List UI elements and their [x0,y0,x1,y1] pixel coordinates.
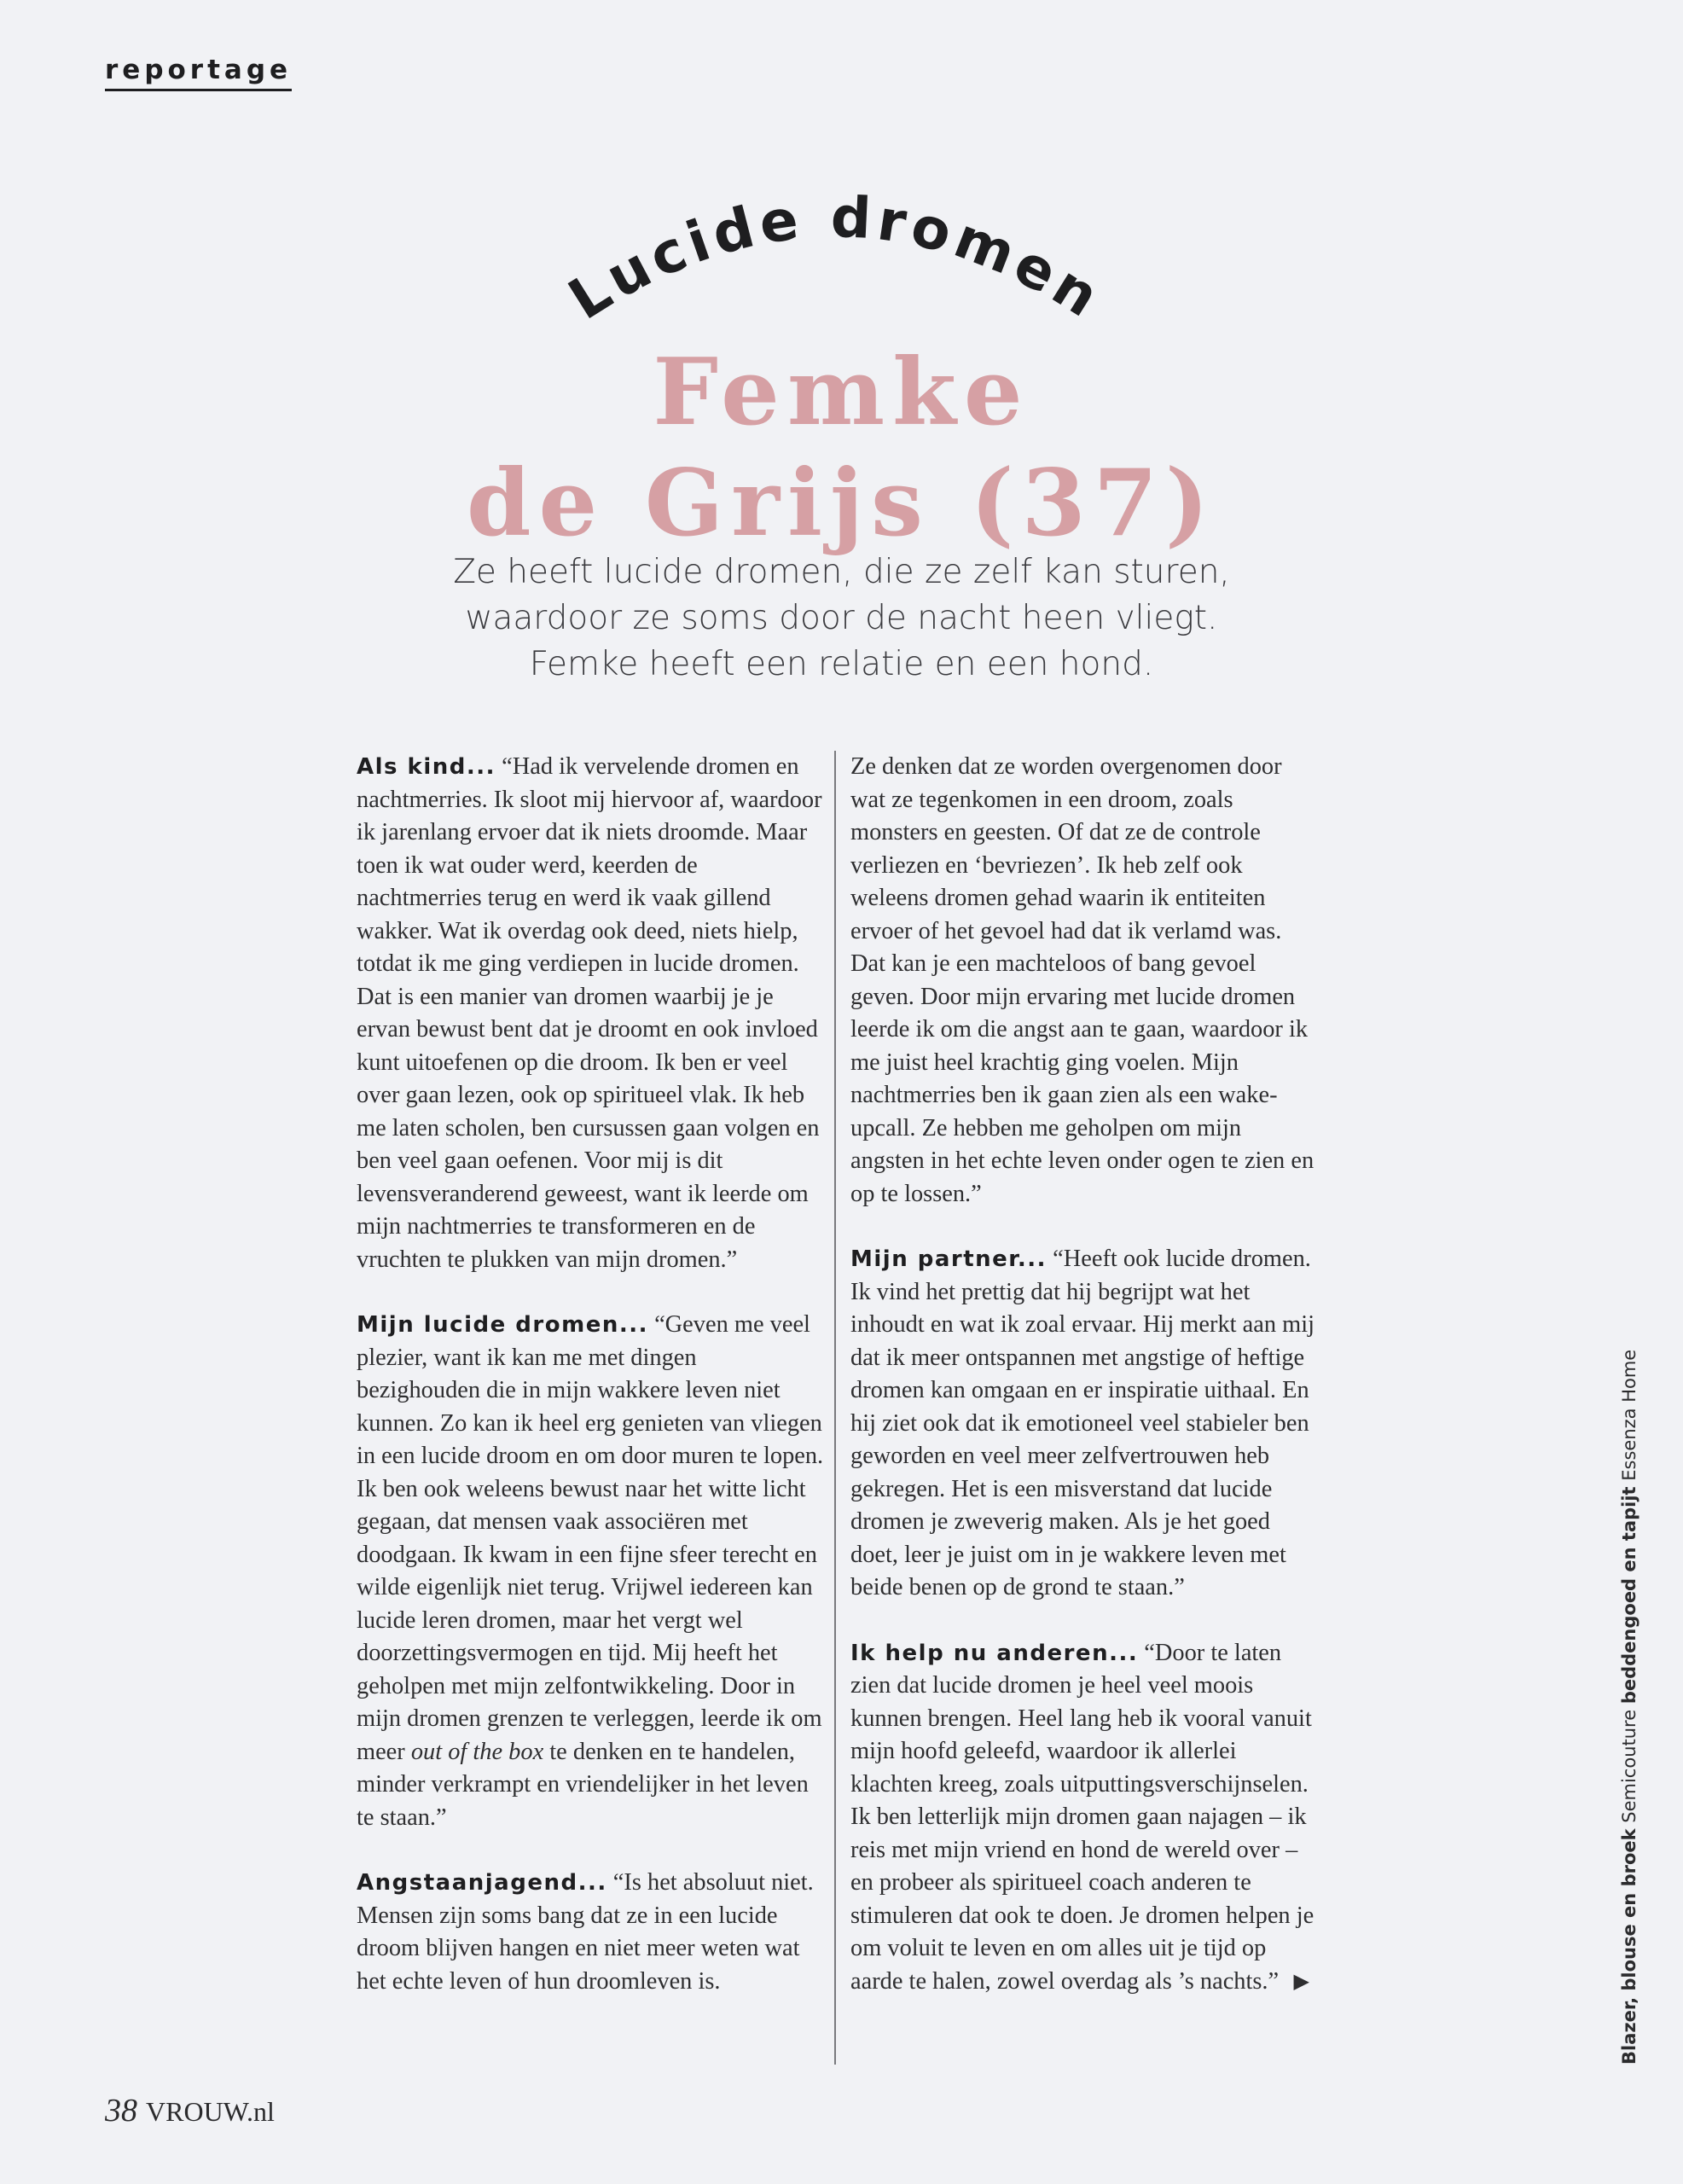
paragraph-als-kind [357,751,824,1276]
credit-bold: Blazer, blouse en broek [1619,1828,1639,2065]
credit-bold: beddengoed en tapijt [1619,1486,1639,1705]
paragraph-text: “Geven me veel plezier, want ik kan me met dingen bezighouden die in mijn wakkere leven niet kunnen. Zo kan ik heel erg genieten van vliegen in een lucide droom en om door muren te lopen. Ik ben ook weleens bewust naar het witte licht gegaan, dat mensen vaak associëren met doodgaan. Ik kwam in een fijne sfeer terecht en wilde eigenlijk niet terug. Vrijwel iedereen kan lucide leren dromen, maar het vergt wel doorzettingsvermogen en tijd. Mij heeft het geholpen met mijn zelfontwikkeling. Door in mijn dromen grenzen te verleggen, leerde ik om meer [357,1311,824,1765]
paragraph-text: “Had ik vervelende dromen en nachtmerries. Ik sloot mij hiervoor af, waardoor ik jarenlang ervoer dat ik niets droomde. Maar toen ik wat ouder werd, keerden de nachtmerries terug en werd ik vaak gillend wakker. Wat ik overdag ook deed, niets hielp, totdat ik me ging verdiepen in lucide dromen. Dat is een manier van dromen waarbij je je ervan bewust bent dat je droomt en ook invloed kunt uitoefenen op die droom. Ik ben er veel over gaan lezen, ook op spiritueel vlak. Ik heb me laten scholen, ben cursussen gaan volgen en ben veel gaan oefenen. Voor mij is dit levensveranderend geweest, want ik leerde om mijn nachtmerries te transformeren en de vruchten te plukken van mijn dromen.” [357,753,822,1273]
column-1 [357,751,824,2030]
column-2 [850,751,1318,2030]
paragraph-text: Ze denken dat ze worden overgenomen door wat ze tegenkomen in een droom, zoals monsters en geesten. Of dat ze de controle verliezen en ‘bevriezen’. Ik heb zelf ook weleens dromen gehad waarin ik entiteiten ervoer of het gevoel had dat ik verlamd was. Dat kan je een machteloos of bang gevoel geven. Door mijn ervaring met lucide dromen leerde ik om die angst aan te gaan, waardoor ik me juist heel krachtig ging voelen. Mijn nachtmerries ben ik gaan zien als een wake-upcall. Ze hebben me geholpen om mijn angsten in het echte leven onder ogen te zien en op te lossen.” [850,753,1314,1207]
page-folio [105,2092,275,2129]
intro [367,549,1316,688]
paragraph-lead: Mijn partner... [850,1246,1048,1272]
paragraph-text: “Door te laten zien dat lucide dromen je heel veel moois kunnen brengen. Heel lang heb ik vooral vanuit mijn hoofd geleefd, waardoor ik allerlei klachten kreeg, zoals uitputtingsverschijnselen. Ik ben letterlijk mijn dromen gaan najagen – ik reis met mijn vriend en hond de wereld over – en probeer als spiritueel coach anderen te stimuleren dat ook te doen. Je dromen helpen je om voluit te leven en om alles uit je tijd op aarde te halen, zowel overdag als ’s nachts.” [850,1639,1314,1995]
paragraph-mijn-lucide-dromen [357,1309,824,1834]
section-tag: reportage [105,55,292,91]
kicker-text: Lucide dromen [557,183,1115,333]
paragraph-ik-help-nu-anderen [850,1637,1318,1999]
paragraph-text: te denken en te handelen, minder verkrampt en vriendelijker in het leven te staan.” [357,1738,809,1831]
brand-name: VROUW.nl [146,2096,275,2127]
svg-text:Lucide dromen [558,184,1115,333]
triangle-right-icon: ▶ [1293,1970,1309,1993]
paragraph-lead: Als kind... [357,754,496,780]
credit-text: Essenza Home [1619,1349,1639,1487]
headline-line-2: de Grijs (37) [467,450,1216,557]
page-number: 38 [105,2093,137,2129]
paragraph-italic: out of the box [410,1738,544,1765]
headline [0,337,1683,559]
paragraph-continued [850,751,1318,1211]
column-divider [834,751,836,2065]
intro-line-3: Femke heeft een relatie en een hond. [529,645,1154,683]
intro-line-2: waardoor ze soms door de nacht heen vliegt. [465,599,1218,637]
intro-line-1: Ze heeft lucide dromen, die ze zelf kan sturen, [453,553,1230,591]
paragraph-text: “Is het absoluut niet. Mensen zijn soms bang dat ze in een lucide droom blijven hangen en niet meer weten wat het echte leven of hun droomleven is. [357,1869,814,1995]
photo-credit [1619,1350,1639,2065]
headline-line-1: Femke [653,339,1030,446]
paragraph-text: “Heeft ook lucide dromen. Ik vind het prettig dat hij begrijpt wat het inhoudt en wat ik zoal ervaar. Hij merkt aan mij dat ik meer ontspannen met angstige of heftige dromen kan omgaan en er inspiratie uithaal. En hij ziet ook dat ik emotioneel veel stabieler ben geworden en veel meer zelfvertrouwen heb gekregen. Het is een misverstand dat lucide dromen je zweverig maken. Als je het goed doet, leer je juist om in je wakkere leven met beide benen op de grond te staan.” [850,1246,1314,1600]
paragraph-lead: Angstaanjagend... [357,1870,607,1896]
kicker-arc [512,154,1160,358]
paragraph-lead: Mijn lucide dromen... [357,1312,648,1338]
paragraph-mijn-partner [850,1243,1318,1605]
paragraph-lead: Ik help nu anderen... [850,1640,1139,1666]
paragraph-angstaanjagend [357,1867,824,1998]
credit-text: Semicouture [1619,1704,1639,1829]
